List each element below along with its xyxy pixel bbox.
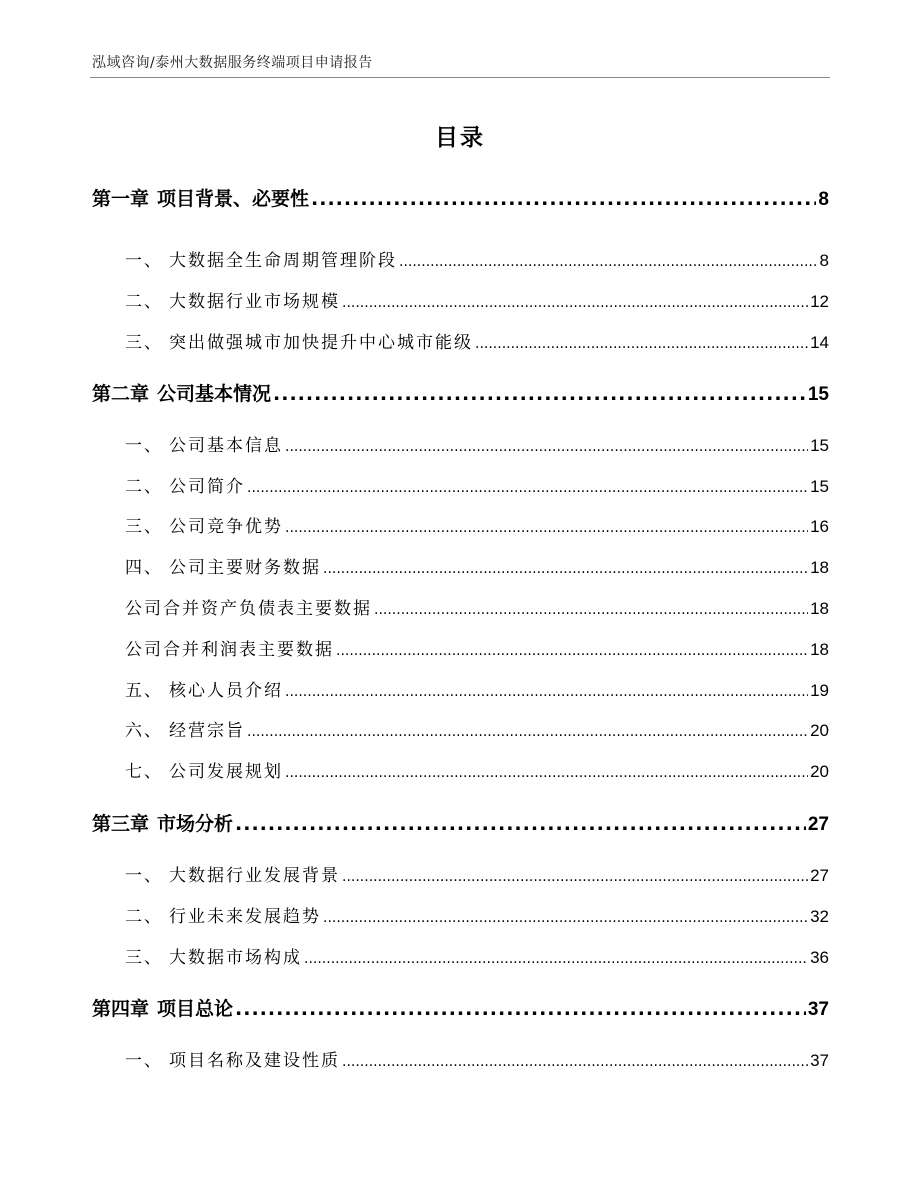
page-number: 14	[810, 333, 829, 352]
section-title: 公司简介	[169, 477, 245, 497]
dot-leader	[235, 998, 806, 1020]
page-number: 15	[810, 436, 829, 455]
section-number: 二、	[125, 907, 163, 927]
dot-leader	[342, 295, 808, 311]
section-number: 一、	[125, 1051, 163, 1071]
toc-chapter-3[interactable]	[92, 809, 829, 836]
page-number: 18	[810, 558, 829, 577]
chapter-title: 公司基本情况	[157, 383, 272, 405]
chapter-title: 项目总论	[157, 998, 234, 1020]
dot-leader	[247, 480, 808, 496]
dot-leader	[342, 869, 808, 885]
section-title: 大数据行业发展背景	[169, 866, 340, 886]
section-title: 公司主要财务数据	[169, 558, 321, 578]
page-number: 20	[810, 762, 829, 781]
toc-section[interactable]	[125, 861, 829, 886]
toc-section[interactable]	[125, 431, 829, 456]
toc-section[interactable]	[125, 246, 829, 271]
section-title: 大数据行业市场规模	[169, 292, 340, 312]
toc-section[interactable]	[125, 512, 829, 537]
page-number: 37	[810, 1051, 829, 1070]
toc-section[interactable]	[125, 472, 829, 497]
page-number: 32	[810, 907, 829, 926]
section-title: 公司竞争优势	[169, 517, 283, 537]
page-number: 8	[819, 251, 829, 270]
section-number: 三、	[125, 517, 163, 537]
section-number: 一、	[125, 866, 163, 886]
dot-leader	[399, 254, 818, 270]
section-number: 一、	[125, 251, 163, 271]
toc-section[interactable]	[125, 757, 829, 782]
toc-section[interactable]	[125, 553, 829, 578]
page-number: 8	[818, 189, 829, 210]
dot-leader	[336, 643, 808, 659]
section-number: 四、	[125, 558, 163, 578]
dot-leader	[285, 684, 808, 700]
chapter-title: 项目背景、必要性	[157, 188, 310, 210]
chapter-title: 市场分析	[157, 813, 234, 835]
page-number: 18	[810, 599, 829, 618]
dot-leader	[285, 439, 808, 455]
page-number: 20	[810, 721, 829, 740]
dot-leader	[285, 765, 808, 781]
toc-chapter-4[interactable]	[92, 994, 829, 1021]
running-header: 泓域咨询/泰州大数据服务终端项目申请报告	[92, 55, 373, 71]
dot-leader	[475, 336, 808, 352]
dot-leader	[323, 561, 808, 577]
dot-leader	[311, 188, 816, 210]
toc-section[interactable]	[125, 1046, 829, 1071]
page-number: 37	[807, 999, 829, 1020]
toc-section[interactable]	[125, 943, 829, 968]
dot-leader	[247, 724, 808, 740]
page-title: 目录	[435, 125, 485, 151]
section-title: 大数据市场构成	[169, 948, 302, 968]
dot-leader	[342, 1054, 808, 1070]
page-number: 16	[810, 517, 829, 536]
section-number: 三、	[125, 948, 163, 968]
section-title: 公司发展规划	[169, 762, 283, 782]
toc-section[interactable]	[125, 328, 829, 353]
dot-leader	[235, 813, 806, 835]
page-number: 19	[810, 681, 829, 700]
toc-chapter-2[interactable]	[92, 379, 829, 406]
page-number: 27	[807, 814, 829, 835]
toc-section[interactable]	[125, 676, 829, 701]
section-number: 二、	[125, 477, 163, 497]
toc-section[interactable]	[125, 902, 829, 927]
chapter-number: 第四章	[92, 998, 150, 1020]
section-number: 七、	[125, 762, 163, 782]
section-number: 五、	[125, 681, 163, 701]
toc-section[interactable]	[125, 287, 829, 312]
section-title: 行业未来发展趋势	[169, 907, 321, 927]
toc-subsection[interactable]	[125, 594, 829, 619]
section-number: 六、	[125, 721, 163, 741]
section-title: 经营宗旨	[169, 721, 245, 741]
page-number: 15	[807, 384, 829, 405]
section-title: 核心人员介绍	[169, 681, 283, 701]
section-title: 项目名称及建设性质	[169, 1051, 340, 1071]
page-number: 15	[810, 477, 829, 496]
section-title: 大数据全生命周期管理阶段	[169, 251, 397, 271]
section-number: 一、	[125, 436, 163, 456]
page-number: 12	[810, 292, 829, 311]
chapter-number: 第三章	[92, 813, 150, 835]
section-number: 三、	[125, 333, 163, 353]
dot-leader	[323, 910, 808, 926]
dot-leader	[273, 383, 806, 405]
dot-leader	[285, 520, 808, 536]
page-number: 36	[810, 948, 829, 967]
section-title: 公司合并利润表主要数据	[125, 640, 334, 660]
toc-subsection[interactable]	[125, 635, 829, 660]
section-title: 突出做强城市加快提升中心城市能级	[169, 333, 473, 353]
section-title: 公司合并资产负债表主要数据	[125, 599, 372, 619]
dot-leader	[304, 951, 808, 967]
toc-section[interactable]	[125, 716, 829, 741]
page-number: 18	[810, 640, 829, 659]
chapter-number: 第一章	[92, 188, 150, 210]
chapter-number: 第二章	[92, 383, 150, 405]
section-number: 二、	[125, 292, 163, 312]
dot-leader	[374, 602, 808, 618]
section-title: 公司基本信息	[169, 436, 283, 456]
page-number: 27	[810, 866, 829, 885]
toc-chapter-1[interactable]	[92, 184, 829, 211]
